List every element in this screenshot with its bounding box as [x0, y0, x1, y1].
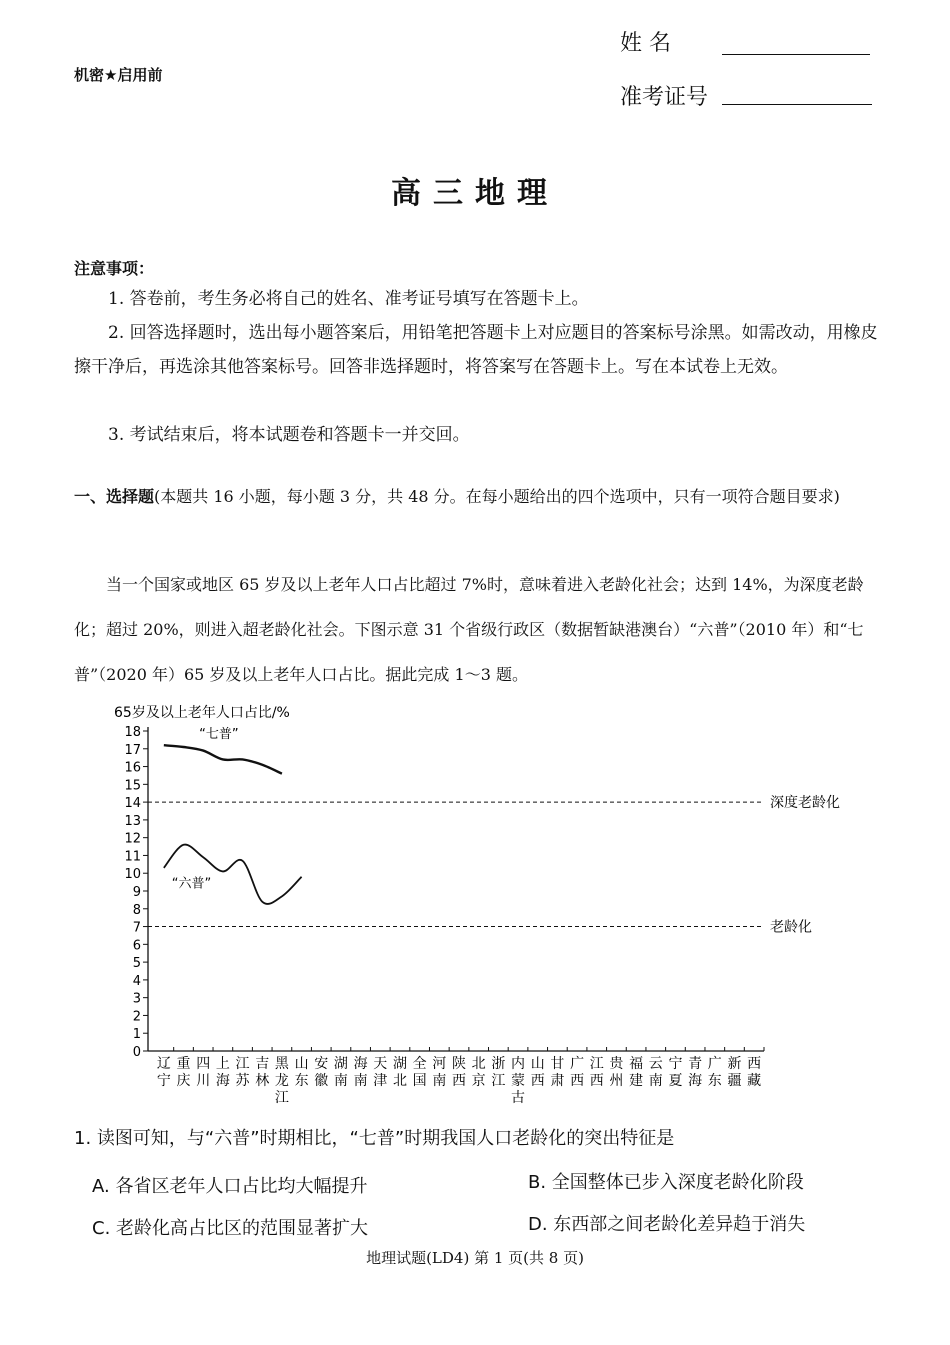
chart-y-ticks: [124, 725, 148, 1060]
x-tick-label: 青: [688, 1056, 703, 1072]
x-tick-label: 宁: [156, 1073, 171, 1089]
section-1-instruction: (本题共 16 小题，每小题 3 分，共 48 分。在每小题给出的四个选项中，只有一项符合题目要求): [154, 487, 840, 506]
page-title: 高三地理: [391, 176, 559, 211]
chart-reference-lines: [148, 794, 840, 935]
y-tick-label: 7: [132, 920, 141, 936]
x-tick-label: 东: [707, 1073, 722, 1089]
x-tick-label: 国: [412, 1073, 427, 1089]
notice-heading: 注意事项：: [74, 259, 155, 278]
y-tick-label: 9: [132, 885, 141, 900]
x-tick-label: 山: [530, 1056, 545, 1072]
x-tick-label: 川: [196, 1073, 211, 1089]
x-tick-label: 安: [314, 1056, 329, 1072]
x-tick-label: 西: [747, 1056, 762, 1072]
y-tick-label: 5: [132, 956, 141, 972]
x-tick-label: 广: [707, 1056, 722, 1072]
chart-ylabel: 65岁及以上老年人口占比/%: [114, 705, 290, 721]
y-tick-label: 4: [132, 973, 141, 989]
aging-chart: [100, 694, 860, 1114]
x-tick-label: 庆: [176, 1073, 191, 1089]
x-tick-label: 东: [294, 1073, 309, 1089]
x-tick-label: 林: [255, 1073, 270, 1089]
x-tick-label: 龙: [274, 1073, 289, 1089]
x-tick-label: 全: [412, 1056, 427, 1072]
y-tick-label: 2: [132, 1009, 141, 1025]
x-tick-label: 苏: [235, 1073, 250, 1089]
reference-line-label: 老龄化: [770, 919, 812, 936]
x-tick-label: 海: [353, 1056, 368, 1072]
y-tick-label: 14: [124, 796, 141, 812]
x-tick-label: 广: [570, 1056, 585, 1072]
name-label: 姓 名: [620, 31, 671, 56]
x-tick-label: 南: [353, 1073, 368, 1089]
x-tick-label: 海: [215, 1073, 230, 1089]
y-tick-label: 0: [132, 1045, 141, 1060]
y-tick-label: 12: [124, 831, 141, 847]
reference-line-label: 深度老龄化: [770, 795, 840, 812]
x-tick-label: 夏: [668, 1073, 683, 1089]
x-tick-label: 上: [215, 1056, 230, 1072]
question-1-stem: 1. 读图可知，与“六普”时期相比，“七普”时期我国人口老龄化的突出特征是: [74, 1128, 675, 1149]
y-tick-label: 17: [124, 742, 141, 758]
y-tick-label: 11: [124, 849, 141, 865]
series-label: “七普”: [199, 727, 239, 743]
x-tick-label: 山: [294, 1056, 309, 1072]
x-tick-label: 河: [432, 1056, 447, 1072]
x-tick-label: 湖: [392, 1056, 407, 1072]
x-tick-label: 江: [491, 1073, 506, 1089]
notice-item-1: 1. 答卷前，考生务必将自己的姓名、准考证号填写在答题卡上。: [108, 289, 589, 309]
x-tick-label: 江: [589, 1056, 604, 1072]
x-tick-label: 贵: [609, 1056, 624, 1072]
exam-id-field[interactable]: [722, 104, 872, 105]
section-1: [74, 478, 880, 516]
name-field[interactable]: [722, 54, 870, 55]
x-tick-label: 北: [392, 1073, 407, 1089]
x-tick-label: 甘: [550, 1056, 565, 1072]
x-tick-label: 四: [196, 1056, 211, 1072]
x-tick-label: 徽: [314, 1073, 329, 1089]
x-tick-label: 西: [570, 1073, 585, 1089]
y-tick-label: 3: [132, 991, 141, 1007]
x-tick-label: 津: [373, 1073, 388, 1089]
y-tick-label: 1: [132, 1027, 141, 1043]
y-tick-label: 15: [124, 778, 141, 794]
x-tick-label: 陕: [452, 1056, 466, 1072]
x-tick-label: 南: [333, 1073, 348, 1089]
notice-item-3: 3. 考试结束后，将本试题卷和答题卡一并交回。: [108, 425, 470, 445]
notice-item-2: 2. 回答选择题时，选出每小题答案后，用铅笔把答题卡上对应题目的答案标号涂黑。如需改动，用橡皮擦干净后，再选涂其他答案标号。回答非选择题时，将答案写在答题卡上。写在本试卷上无效。: [74, 323, 878, 377]
chart-axes: [148, 727, 764, 1051]
x-tick-label: 黑: [274, 1056, 289, 1072]
x-tick-label: 湖: [333, 1056, 348, 1072]
x-tick-label: 肃: [550, 1073, 565, 1089]
option-d[interactable]: D. 东西部之间老龄化差异趋于消失: [528, 1214, 806, 1235]
option-c[interactable]: C. 老龄化高占比区的范围显著扩大: [92, 1218, 369, 1239]
x-tick-label: 江: [274, 1090, 289, 1106]
x-tick-label: 江: [235, 1056, 250, 1072]
x-tick-label: 建: [629, 1073, 644, 1089]
x-tick-label: 藏: [747, 1073, 762, 1089]
confidential-label: 机密★启用前: [74, 66, 163, 84]
y-tick-label: 18: [124, 725, 141, 740]
x-tick-label: 古: [511, 1090, 526, 1106]
series-label: “六普”: [171, 876, 212, 892]
x-tick-label: 西: [589, 1073, 604, 1089]
y-tick-label: 13: [124, 813, 141, 829]
x-tick-label: 西: [452, 1073, 466, 1089]
x-tick-label: 宁: [668, 1056, 683, 1072]
x-tick-label: 南: [648, 1073, 663, 1089]
chart-x-labels: [157, 1047, 764, 1106]
x-tick-label: 吉: [255, 1056, 270, 1072]
chart-series: [164, 727, 302, 904]
option-b[interactable]: B. 全国整体已步入深度老龄化阶段: [528, 1172, 804, 1193]
x-tick-label: 州: [609, 1073, 624, 1089]
exam-id-label: 准考证号: [620, 85, 709, 110]
x-tick-label: 西: [530, 1073, 545, 1089]
x-tick-label: 南: [432, 1073, 447, 1089]
series-line: [164, 845, 302, 904]
x-tick-label: 内: [511, 1056, 526, 1072]
x-tick-label: 疆: [727, 1073, 742, 1089]
page-footer: 地理试题(LD4) 第 1 页(共 8 页): [366, 1249, 584, 1267]
x-tick-label: 重: [176, 1056, 191, 1072]
x-tick-label: 新: [727, 1056, 742, 1072]
y-tick-label: 8: [132, 902, 141, 918]
x-tick-label: 京: [471, 1073, 486, 1089]
passage: 当一个国家或地区 65 岁及以上老年人口占比超过 7%时，意味着进入老龄化社会；达到 14%，为深度老龄化；超过 20%，则进入超老龄化社会。下图示意 31 个省级行政区（数据暂缺港澳台）“六普”（2010 年）和“七普”（2020 年）65 岁及以上老年人口占比。据此完成 1～3 题。: [74, 575, 864, 684]
series-line: [164, 745, 282, 773]
section-1-heading: 一、选择题: [74, 487, 155, 506]
x-tick-label: 辽: [156, 1056, 171, 1072]
x-tick-label: 福: [629, 1056, 644, 1072]
x-tick-label: 天: [373, 1056, 388, 1072]
y-tick-label: 16: [124, 760, 141, 776]
y-tick-label: 6: [132, 938, 141, 954]
x-tick-label: 北: [471, 1056, 486, 1072]
y-tick-label: 10: [124, 867, 141, 883]
x-tick-label: 蒙: [511, 1073, 526, 1089]
x-tick-label: 海: [688, 1073, 703, 1089]
x-tick-label: 浙: [491, 1056, 506, 1072]
x-tick-label: 云: [648, 1056, 663, 1072]
option-a[interactable]: A. 各省区老年人口占比均大幅提升: [92, 1176, 368, 1197]
